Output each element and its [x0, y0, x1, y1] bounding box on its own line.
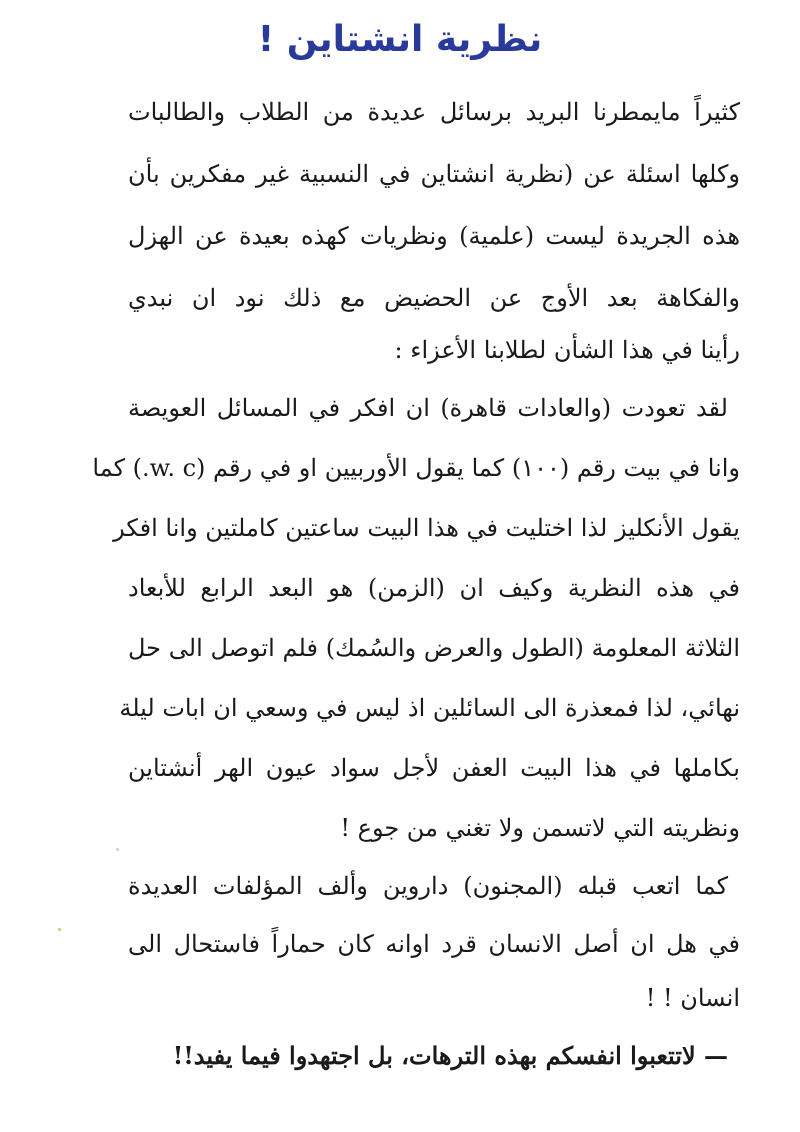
paragraph-line: في هذه النظرية وكيف ان (الزمن) هو البعد الرابع للأبعاد: [128, 574, 740, 602]
page-title-text: نظرية انشتاين !: [257, 19, 543, 60]
paragraph-line: كثيراً مايمطرنا البريد برسائل عديدة من الطلاب والطالبات: [128, 98, 740, 126]
page-title: [0, 10, 800, 70]
paragraph-line: لقد تعودت (والعادات قاهرة) ان افكر في المسائل العويصة: [128, 394, 728, 422]
paragraph-line: والفكاهة بعد الأوج عن الحضيض مع ذلك نود ان نبدي: [128, 284, 740, 312]
paragraph-line: هذه الجريدة ليست (علمية) ونظريات كهذه بعيدة عن الهزل: [128, 222, 740, 250]
paragraph-line: وانا في بيت رقم (١٠٠) كما يقول الأوربيين او في رقم (w. c.) كما: [92, 454, 740, 482]
paragraph-line: انسان ! !: [645, 984, 740, 1012]
paragraph-line: يقول الأنكليز لذا اختليت في هذا البيت ساعتين كاملتين وانا افكر: [113, 514, 740, 542]
paper-speck: [58, 928, 61, 931]
paragraph-line: بكاملها في هذا البيت العفن لأجل سواد عيون الهر أنشتاين: [128, 754, 740, 782]
paragraph-line: رأينا في هذا الشأن لطلابنا الأعزاء :: [394, 336, 740, 364]
paragraph-line: وكلها اسئلة عن (نظرية انشتاين في النسبية غير مفكرين بأن: [128, 160, 740, 188]
paragraph-line: كما اتعب قبله (المجنون) داروين وألف المؤلفات العديدة: [128, 872, 728, 900]
paragraph-line: في هل ان أصل الانسان قرد اوانه كان حماراً فاستحال الى: [128, 930, 740, 958]
closing-line: — لاتتعبوا انفسكم بهذه الترهات، بل اجتهدوا فيما يفيد!!: [172, 1041, 728, 1070]
paragraph-line: ونظريته التي لاتسمن ولا تغني من جوع !: [340, 814, 740, 842]
paragraph-line: الثلاثة المعلومة (الطول والعرض والسُمك) فلم اتوصل الى حل: [128, 634, 740, 662]
paper-speck: [116, 848, 119, 851]
paragraph-line: نهائي، لذا فمعذرة الى السائلين اذ ليس في وسعي ان ابات ليلة: [119, 694, 740, 722]
